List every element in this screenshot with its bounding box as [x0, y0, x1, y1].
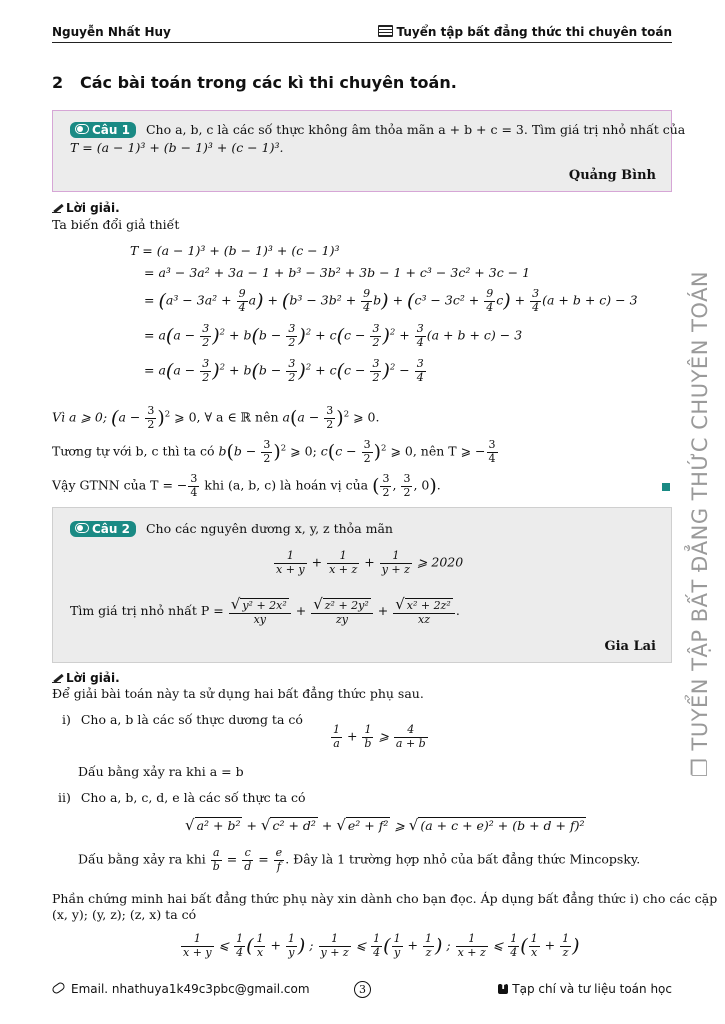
problem-badge-2: Câu 2 — [70, 521, 136, 537]
pen-icon — [52, 673, 62, 683]
problem-1-statement — [70, 122, 685, 138]
solution-2-intro: Để giải bài toán này ta sử dụng hai bất đẳng thức phụ sau. — [52, 686, 424, 701]
author-name: Nguyễn Nhất Huy — [52, 25, 171, 39]
problem-badge-1: Câu 1 — [70, 122, 136, 138]
problem-1-source: Quảng Bình — [568, 168, 656, 183]
link-icon — [51, 981, 66, 995]
solution-1-heading: Lời giải. — [52, 201, 120, 215]
eq-line-1: T = (a − 1)³ + (b − 1)³ + (c − 1)³ — [130, 243, 340, 258]
page-header — [52, 22, 672, 43]
eq-line-4: = a(a − $\frac{3}{2}$ )$^2$ + b(b − $\frac{3}{2}$ )$^2$ + c(c − $\frac{3}{2}$ )$^2$ + $\frac{3}{4}$ (a + b + c) − 3 — [144, 322, 523, 349]
section-title: 2 Các bài toán trong các kì thi chuyên toán. — [52, 73, 457, 92]
problem-2-condition: $\frac{1}{x + y}$ + $\frac{1}{x + z}$ + $\frac{1}{y + z}$ ⩾ 2020 — [276, 549, 464, 576]
page-number: 3 — [354, 981, 371, 998]
lemma-1-inequality: $\frac{1}{a}$ + $\frac{1}{b}$ ⩾ $\frac{4}{a + b}$ — [333, 723, 426, 750]
side-banner — [680, 245, 720, 780]
toggle-icon — [75, 124, 89, 134]
problem-1-text: Cho a, b, c là các số thực không âm thỏa mãn a + b + c = 3. Tìm giá trị nhỏ nhất của — [145, 122, 686, 137]
proof-paragraph-a: Phần chứng minh hai bất đẳng thức phụ này xin dành cho bạn đọc. Áp dụng bất đẳng thức i) cho các cặp — [52, 891, 718, 906]
eq-line-2: = a³ − 3a² + 3a − 1 + b³ − 3b² + 3b − 1 + c³ − 3c² + 3c − 1 — [144, 265, 531, 280]
book-title: Tuyển tập bất đẳng thức thi chuyên toán — [378, 25, 672, 39]
applied-inequalities: $\frac{1}{x + y}$ ⩽ $\frac{1}{4}$ ( $\frac{1}{x}$ + $\frac{1}{y}$ ) ; $\frac{1}{y + z}$ ⩽ $\frac{1}{4}$ ( $\frac{1}{y}$ + $\frac{1}{z}$ ) ; $\frac{1}{x + z}$ ⩽ $\frac{1}{4}$ ( $\frac{1}{x}$ + $\frac{1}{z}$ ) — [183, 932, 580, 959]
toggle-icon — [75, 523, 89, 533]
facebook-link[interactable]: f Tạp chí và tư liệu toán học — [498, 982, 672, 996]
lemma-2: ii) Cho a, b, c, d, e là các số thực ta có — [58, 790, 306, 805]
pen-icon — [52, 203, 62, 213]
solution-1-tuong-tu: Tương tự với b, c thì ta có b(b − $\frac{3}{2}$ )$^2$ ⩾ 0; c(c − $\frac{3}{2}$ )$^2$ ⩾ 0, nên T ⩾ − $\frac{3}{4}$ — [52, 438, 496, 465]
problem-1-expression: T = (a − 1)³ + (b − 1)³ + (c − 1)³. — [70, 140, 284, 155]
lemma-2-equality: Dấu bằng xảy ra khi $\frac{a}{b}$ = $\frac{c}{d}$ = $\frac{e}{f}$ . Đây là 1 trường hợp nhỏ của bất đẳng thức Mincopsky. — [78, 846, 641, 873]
lemma-2-inequality: √ a² + b² + √ c² + d² + √ e² + f² ⩾ √ (a + c + e)² + (b + d + f)² — [185, 816, 585, 834]
solution-1-vi: Vì a ⩾ 0; (a − $\frac{3}{2}$ )$^2$ ⩾ 0, ∀ a ∈ ℝ nên a(a − $\frac{3}{2}$ )$^2$ ⩾ 0. — [52, 404, 380, 431]
email-link[interactable]: Email. nhathuya1k49c3pbc@gmail.com — [52, 982, 310, 996]
book-icon — [378, 25, 393, 37]
page-footer — [52, 982, 672, 996]
end-of-proof-mark — [662, 483, 670, 491]
side-banner-text: ❐ TUYỂN TẬP BẤT ĐẲNG THỨC CHUYÊN TOÁN — [688, 270, 712, 777]
eq-line-3: = (a³ − 3a² + $\frac{9}{4}$ a) + (b³ − 3b² + $\frac{9}{4}$ b) + (c³ − 3c² + $\frac{9}{4}$ c) + $\frac{3}{4}$ (a + b + c) − 3 — [144, 287, 638, 314]
problem-2-source: Gia Lai — [604, 639, 656, 654]
eq-line-5: = a(a − $\frac{3}{2}$ )$^2$ + b(b − $\frac{3}{2}$ )$^2$ + c(c − $\frac{3}{2}$ )$^2$ − $\frac{3}{4}$ — [144, 357, 424, 384]
solution-2-heading: Lời giải. — [52, 671, 120, 685]
problem-2-statement: Câu 2 Cho các nguyên dương x, y, z thỏa mãn — [70, 521, 393, 537]
lemma-1: i) Cho a, b là các số thực dương ta có — [62, 712, 303, 727]
problem-2-objective: Tìm giá trị nhỏ nhất P = $\frac{\text{√ y² + 2x²}}{xy}$ + $\frac{\text{√ z² + 2y²}}{zy}$ + $\frac{\text{√ x² + 2z²}}{xz}$ . — [70, 595, 460, 627]
problem-box-2 — [52, 507, 672, 663]
lemma-1-equality: Dấu bằng xảy ra khi a = b — [78, 764, 244, 779]
problem-box-1 — [52, 110, 686, 192]
proof-paragraph-b: (x, y); (y, z); (z, x) ta có — [52, 907, 197, 922]
solution-1-intro: Ta biến đổi giả thiết — [52, 217, 180, 232]
facebook-icon — [498, 984, 508, 994]
solution-1-conclusion: Vậy GTNN của T = − $\frac{3}{4}$ khi (a, b, c) là hoán vị của ( $\frac{3}{2}$ , $\frac{3}{2}$ , 0). — [52, 472, 441, 499]
